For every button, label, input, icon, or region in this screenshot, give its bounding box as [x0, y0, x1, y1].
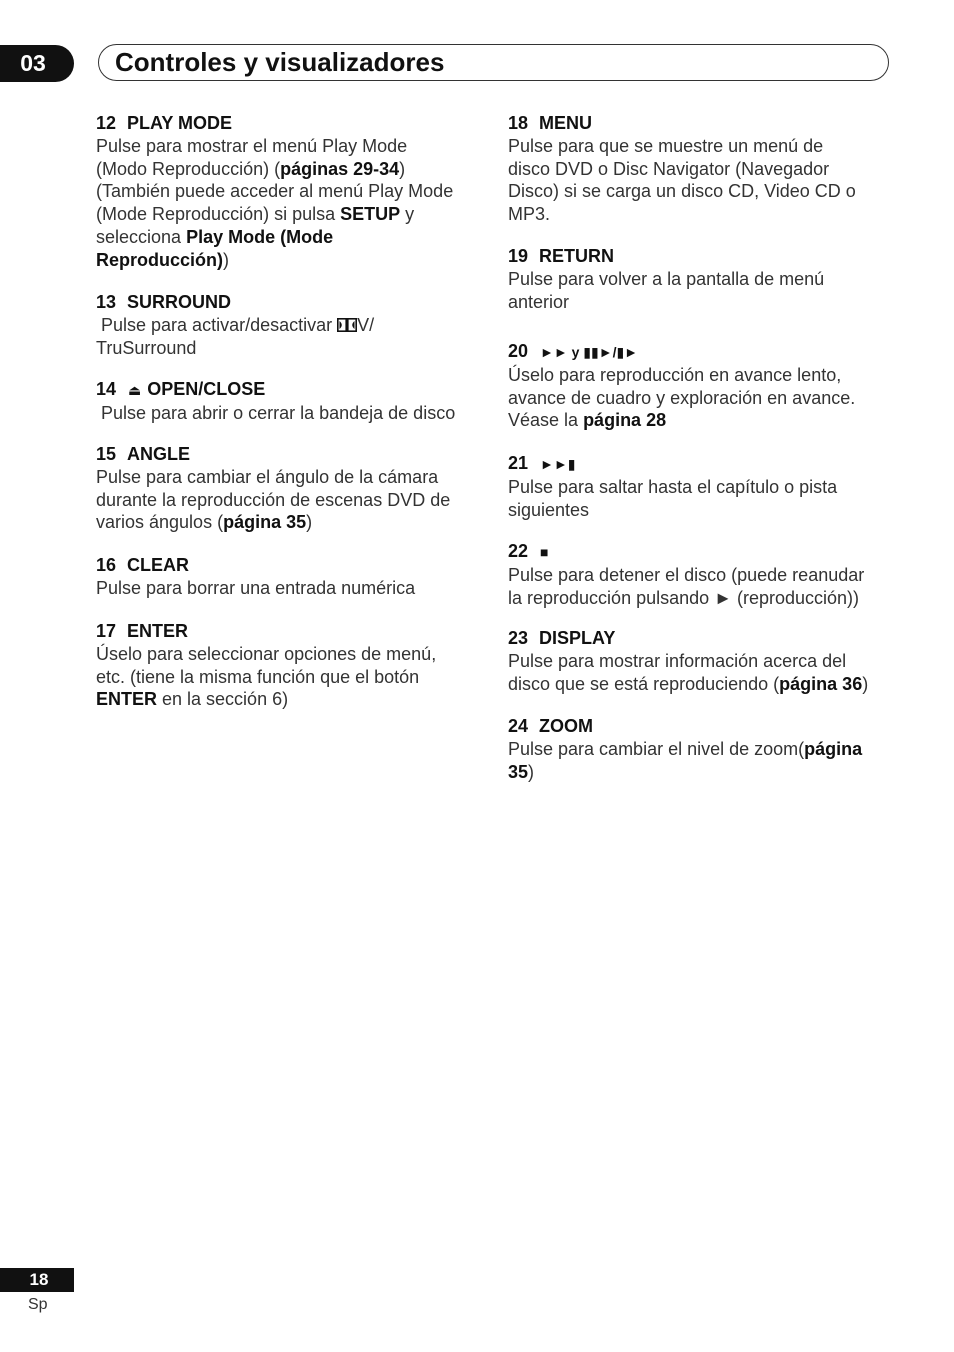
control-entry-15 [96, 443, 491, 534]
description-line [508, 499, 903, 522]
text-run: ) [528, 761, 535, 782]
text-run: Pulse para volver a la pantalla de menú [508, 268, 825, 289]
description-line [96, 314, 491, 337]
header-bar [98, 44, 889, 81]
text-run: disco DVD o Disc Navigator (Navegador [508, 158, 830, 179]
entry-number: 15 [96, 444, 117, 464]
description-line [508, 387, 903, 410]
description-line [508, 650, 903, 673]
description-line [96, 577, 491, 600]
entry-label: DISPLAY [539, 628, 616, 648]
description-line [508, 291, 903, 314]
entry-heading [508, 452, 903, 476]
entry-label: OPEN/CLOSE [147, 379, 266, 399]
entry-label: PLAY MODE [127, 113, 233, 133]
text-run: Pulse para detener el disco (puede reanudar [508, 564, 865, 585]
bold-reference: Play Mode (Mode [186, 226, 334, 247]
text-run: Úselo para reproducción en avance lento, [508, 364, 842, 385]
bold-reference: página 36 [779, 673, 863, 694]
entry-label: RETURN [539, 246, 615, 266]
description-line [508, 673, 903, 696]
text-run: Pulse para que se muestre un menú de [508, 135, 824, 156]
description-line [508, 180, 903, 203]
bold-reference: 35 [508, 761, 529, 782]
text-run: ) [399, 158, 406, 179]
description-line [508, 564, 903, 587]
entry-heading [508, 340, 903, 364]
control-entry-19 [508, 245, 903, 313]
description-line [96, 511, 491, 534]
entry-number: 23 [508, 628, 529, 648]
bold-reference: SETUP [340, 204, 401, 225]
entry-heading [508, 112, 903, 135]
text-run: Pulse para borrar una entrada numérica [96, 577, 416, 598]
text-run: etc. (tiene la misma función que el botón [96, 666, 420, 687]
entry-heading [96, 112, 491, 135]
entry-heading [508, 245, 903, 268]
entry-heading [96, 378, 491, 402]
text-run: TruSurround [96, 337, 197, 358]
text-run: Pulse para mostrar el menú Play Mode [96, 135, 408, 156]
text-run: anterior [508, 291, 570, 312]
control-entry-13 [96, 291, 491, 359]
page-title: Controles y visualizadores [115, 47, 445, 77]
description-line [508, 268, 903, 291]
text-run: varios ángulos ( [96, 512, 224, 533]
text-run: durante la reproducción de escenas DVD de [96, 489, 451, 510]
description-line [96, 249, 491, 272]
text-run: y [400, 204, 415, 225]
bold-reference: páginas 29-34 [280, 158, 400, 179]
entry-heading [508, 715, 903, 738]
bold-reference: Reproducción) [96, 249, 224, 270]
bold-reference: página [804, 738, 863, 759]
description-line [96, 158, 491, 181]
text-run: Úselo para seleccionar opciones de menú, [96, 643, 437, 664]
dolby-logo-icon [337, 315, 357, 335]
description-line [96, 666, 491, 689]
description-line [508, 158, 903, 181]
description-line [508, 409, 903, 432]
control-entry-21 [508, 452, 903, 521]
bold-reference: página 28 [583, 410, 667, 431]
control-entry-12 [96, 112, 491, 272]
text-run: Pulse para cambiar el ángulo de la cámara [96, 466, 439, 487]
description-line [96, 688, 491, 711]
description-line [508, 364, 903, 387]
text-run: (Modo Reproducción) ( [96, 158, 281, 179]
entry-number: 17 [96, 621, 117, 641]
entry-heading [96, 291, 491, 314]
text-run: en la sección 6) [157, 689, 289, 710]
text-run: la reproducción pulsando ► (reproducción)) [508, 587, 859, 608]
text-run: Pulse para mostrar información acerca del [508, 650, 847, 671]
text-run: avance de cuadro y exploración en avance. [508, 387, 856, 408]
entry-number: 18 [508, 113, 529, 133]
entry-label: ANGLE [127, 444, 191, 464]
control-entry-23 [508, 627, 903, 695]
description-line [96, 337, 491, 360]
entry-number: 24 [508, 716, 529, 736]
description-line [96, 135, 491, 158]
description-line [508, 738, 903, 761]
language-code: Sp [28, 1296, 48, 1313]
button-symbol-icon: ■ [540, 544, 549, 560]
entry-label: MENU [539, 113, 593, 133]
entry-number: 12 [96, 113, 117, 133]
text-run: Pulse para abrir o cerrar la bandeja de disco [96, 402, 456, 423]
control-entry-14 [96, 378, 491, 425]
control-entry-22 [508, 540, 903, 609]
entry-number: 16 [96, 555, 117, 575]
text-run: selecciona [96, 226, 187, 247]
entry-number: 20 [508, 341, 529, 361]
text-run: ) [862, 673, 869, 694]
description-line [96, 466, 491, 489]
text-run: V/ [357, 314, 375, 335]
description-line [508, 761, 903, 784]
entry-label: CLEAR [127, 555, 190, 575]
text-run: Pulse para activar/desactivar [96, 314, 338, 335]
text-run: ) [306, 512, 313, 533]
description-line [96, 226, 491, 249]
entry-number: 19 [508, 246, 529, 266]
description-line [508, 135, 903, 158]
description-line [96, 180, 491, 203]
button-symbol-icon: ►► y ▮▮►/▮► [540, 344, 639, 360]
bold-reference: ENTER [96, 689, 158, 710]
text-run: ) [223, 249, 230, 270]
text-run: Véase la [508, 410, 584, 431]
control-entry-17 [96, 620, 491, 711]
text-run: (También puede acceder al menú Play Mode [96, 181, 454, 202]
text-run: Pulse para saltar hasta el capítulo o pista [508, 476, 838, 497]
text-run: (Mode Reproducción) si pulsa [96, 204, 341, 225]
entry-heading [508, 627, 903, 650]
entry-heading [96, 443, 491, 466]
description-line [508, 203, 903, 226]
entry-number: 21 [508, 453, 529, 473]
description-line [508, 476, 903, 499]
entry-label: ENTER [127, 621, 189, 641]
text-run: disco que se está reproduciendo ( [508, 673, 780, 694]
description-line [508, 587, 903, 610]
entry-label: SURROUND [127, 292, 232, 312]
button-symbol-icon: ►►▮ [540, 456, 576, 472]
control-entry-24 [508, 715, 903, 783]
bold-reference: página 35 [223, 512, 307, 533]
description-line [96, 489, 491, 512]
chapter-number-badge: 03 [0, 45, 74, 82]
description-line [96, 643, 491, 666]
description-line [96, 203, 491, 226]
description-line [96, 402, 491, 425]
text-run: MP3. [508, 204, 551, 225]
page-number: 18 [0, 1268, 74, 1292]
text-run: Disco) si se carga un disco CD, Video CD o [508, 181, 856, 202]
button-symbol-icon: ⏏ [128, 382, 142, 398]
entry-number: 13 [96, 292, 117, 312]
control-entry-20 [508, 340, 903, 432]
control-entry-16 [96, 554, 491, 600]
entry-heading [96, 620, 491, 643]
control-entry-18 [508, 112, 903, 226]
entry-heading [508, 540, 903, 564]
entry-number: 22 [508, 541, 529, 561]
entry-heading [96, 554, 491, 577]
entry-label: ZOOM [539, 716, 594, 736]
text-run: siguientes [508, 499, 590, 520]
entry-number: 14 [96, 379, 117, 399]
text-run: Pulse para cambiar el nivel de zoom( [508, 738, 805, 759]
